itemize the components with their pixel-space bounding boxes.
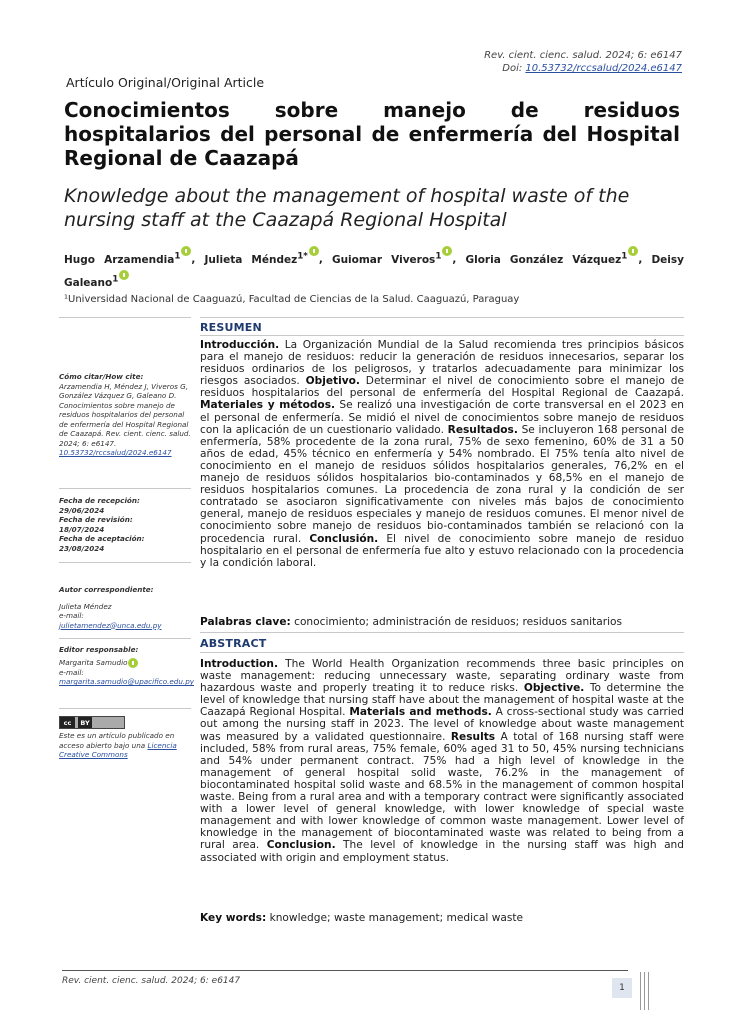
sidebar-license — [59, 731, 191, 760]
corresponding-label: Autor correspondiente: — [59, 585, 154, 594]
footer-bars — [640, 972, 660, 1010]
sidebar-divider — [59, 562, 191, 563]
revised-label: Fecha de revisión: — [59, 515, 133, 524]
orcid-icon[interactable] — [442, 246, 452, 256]
editor-email[interactable]: margarita.samudio@upacifico.edu.py — [59, 677, 195, 686]
received-label: Fecha de recepción: — [59, 496, 140, 505]
resumen-heading-rule — [200, 335, 684, 336]
orcid-icon[interactable] — [128, 658, 138, 668]
abstract-heading-rule — [200, 652, 684, 653]
author: Hugo Arzamendia$^1$ — [64, 254, 191, 266]
corresponding-name: Julieta Méndez — [59, 601, 112, 611]
author: Guiomar Viveros$^1$ — [332, 254, 452, 266]
accepted-label: Fecha de aceptación: — [59, 534, 145, 543]
resumen-top-rule — [200, 317, 684, 318]
footer-rule — [62, 970, 628, 971]
corresponding-email-label: e-mail: — [59, 611, 84, 620]
doi-prefix: Doi: — [502, 63, 526, 74]
sidebar-editor — [59, 645, 195, 687]
resumen-heading: RESUMEN — [200, 321, 262, 334]
by-icon: BY — [78, 717, 92, 728]
abstract-heading: ABSTRACT — [200, 637, 267, 650]
corresponding-email[interactable]: julietamendez@unca.edu.py — [59, 620, 162, 630]
license-text: Este es un artículo publicado en acceso abierto bajo una — [59, 731, 175, 750]
affiliation: ¹Universidad Nacional de Caaguazú, Facultad de Ciencias de la Salud. Caaguazú, Paraguay — [64, 294, 520, 305]
abstract-keywords: Key words: knowledge; waste management; medical waste — [200, 912, 524, 924]
editor-email-label: e-mail: — [59, 667, 84, 677]
sidebar-divider — [59, 708, 191, 709]
accepted-date: 23/08/2024 — [59, 543, 105, 553]
cc-license-badge[interactable] — [59, 716, 125, 729]
resumen-keywords: Palabras clave: conocimiento; administración de residuos; residuos sanitarios — [200, 616, 623, 628]
journal-header — [484, 49, 682, 75]
orcid-icon[interactable] — [119, 270, 129, 280]
cc-icon: cc — [60, 717, 75, 728]
doi-link[interactable]: 10.53732/rccsalud/2024.e6147 — [525, 63, 682, 74]
license-link[interactable]: Licencia Creative Commons — [59, 740, 177, 759]
author: Deisy Galeano$^1$ — [64, 253, 684, 289]
sidebar-corresponding — [59, 585, 191, 630]
doi-line — [484, 62, 682, 75]
sidebar-citation — [59, 372, 191, 458]
abstract-body: Introduction. The World Health Organization recommends three basic principles on waste management: reducing unnecessary waste, separating ordinary waste from hazardous waste and properly treating it to reduce risks. Objective. To determine the level of knowledge that nursing staff have about the management of hospital waste at the Caazapá Regional Hospital. Materials and methods. A cross-sectional study was carried out among the nursing staff in 2023. The level of knowledge about waste management was measured by a validated questionnaire. Results A total of 168 nursing staff were included, 58% from rural areas, 75% female, 60% aged 31 to 50, 45% nursing technicians and 54% under permanent contract. 75% had a high level of knowledge in the management of general hospital solid waste, 76.2% in the management of biocontaminated hospital solid waste and 68.5% in the management of common hospital waste. Being from a rural area and with a temporary contract were significantly associated with a lower level of general knowledge, with lower knowledge of special waste management and with lower knowledge of common waste management. Lower level of knowledge in the management of biocontaminated waste was related to being from a rural area. Conclusion. The level of knowledge in the nursing staff was high and associated with origin and employment status. — [200, 658, 684, 864]
resumen-body: Introducción. La Organización Mundial de la Salud recomienda tres principios básicos para el manejo de residuos: reducir la generación de residuos innecesarios, separar los residuos ordinarios de los peligrosos, y tratarlos adecuadamente para minimizar los riesgos asociados. Objetivo. Determinar el nivel de conocimiento sobre el manejo de residuos hospitalarios del personal de enfermería del Hospital Regional de Caazapá. Materiales y métodos. Se realizó una investigación de corte transversal en el 2023 en el personal de enfermería. Se midió el nivel de conocimientos sobre manejo de residuos con la aplicación de un cuestionario validado. Resultados. Se incluyeron 168 personal de enfermería, 58% procedente de la zona rural, 75% de sexo femenino, 60% de 31 a 50 años de edad, 45% técnico en enfermería y 54% nombrado. El 75% tenía alto nivel de conocimiento en el manejo de residuos sólidos hospitalarios generales, 76,2% en el manejo de residuos sólidos hospitalarios bio-contaminados y 68,5% en el manejo de residuos hospitalarios comunes. La procedencia de zona rural y la condición de ser contratado se asociaron significativamente con niveles más bajos de conocimiento general, manejo de residuos especiales y manejo de residuos comunes. El menor nivel de conocimiento sobre manejo de residuos bio-contaminados también se relacionó con la procedencia rural. Conclusión. El nivel de conocimiento sobre manejo de residuo hospitalario en el personal de enfermería fue alto y estuvo relacionado con la procedencia y la condición laboral. — [200, 339, 684, 569]
author: Gloria González Vázquez$^1$ — [465, 254, 638, 266]
sidebar-divider — [59, 488, 191, 489]
cite-label: Cómo citar/How cite: — [59, 372, 144, 381]
page-number: 1 — [612, 978, 632, 998]
footer-citation: Rev. cient. cienc. salud. 2024; 6: e6147 — [62, 976, 241, 986]
journal-citation: Rev. cient. cienc. salud. 2024; 6: e6147 — [484, 50, 682, 61]
sidebar-divider — [59, 317, 191, 318]
editor-label: Editor responsable: — [59, 645, 139, 654]
author-list: Hugo Arzamendia$^1$ , Julieta Méndez$^{1*}$ , Guiomar Viveros$^1$ , Gloria González Vázquez$^1$ , Deisy Galeano$^1$ — [64, 246, 684, 293]
cite-link[interactable]: 10.53732/rccsalud/2024.e6147 — [59, 448, 172, 457]
article-type: Artículo Original/Original Article — [66, 75, 265, 90]
title-spanish: Conocimientos sobre manejo de residuos hospitalarios del personal de enfermería del Hospital Regional de Caazapá — [64, 98, 680, 170]
revised-date: 18/07/2024 — [59, 524, 105, 534]
title-english: Knowledge about the management of hospital waste of the nursing staff at the Caazapá Regional Hospital — [64, 185, 630, 231]
sidebar-divider — [59, 638, 191, 639]
author: Julieta Méndez$^{1*}$ — [205, 254, 319, 266]
cite-text: Arzamendia H, Méndez J, Viveros G, González Vázquez G, Galeano D. Conocimientos sobre manejo de residuos hospitalarios del personal de enfermería del Hospital Regional de Caazapá. Rev. cient. cienc. salud. 2024; 6: e6147. — [59, 381, 191, 448]
received-date: 29/06/2024 — [59, 505, 105, 515]
orcid-icon[interactable] — [628, 246, 638, 256]
orcid-icon[interactable] — [309, 246, 319, 256]
orcid-icon[interactable] — [181, 246, 191, 256]
editor-name-line — [59, 658, 191, 668]
editor-name: Margarita Samudio — [59, 657, 128, 667]
sidebar-dates — [59, 496, 191, 553]
abstract-top-rule — [200, 632, 684, 633]
